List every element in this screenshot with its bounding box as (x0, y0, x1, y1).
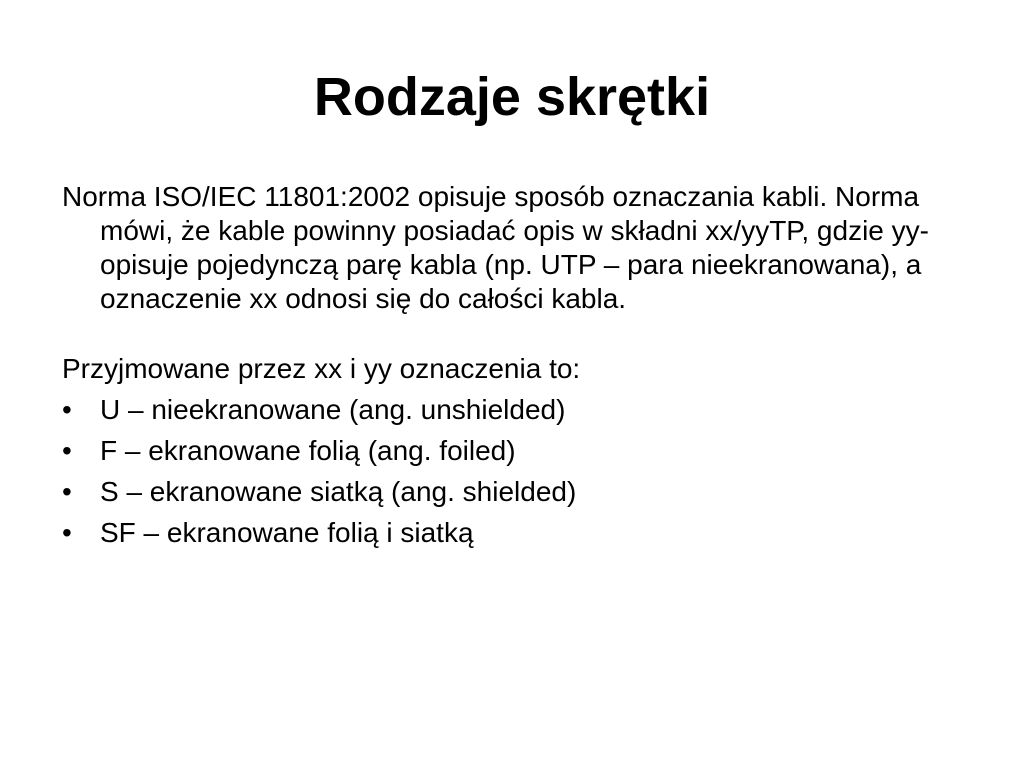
designation-list (62, 393, 962, 550)
list-item (62, 516, 962, 550)
list-item (62, 393, 962, 427)
list-item (62, 475, 962, 509)
bullet-icon: • (62, 517, 72, 548)
slide-title: Rodzaje skrętki (313, 67, 711, 127)
bullet-icon: • (62, 394, 72, 425)
bullet-icon: • (62, 476, 72, 507)
bullet-icon: • (62, 435, 72, 466)
list-item-text: F – ekranowane folią (ang. foiled) (100, 435, 516, 466)
paragraph-designations-intro: Przyjmowane przez xx i yy oznaczenia to: (62, 353, 581, 384)
list-item-text: U – nieekranowane (ang. unshielded) (100, 394, 566, 425)
slide-body (62, 180, 962, 550)
paragraph-standard-description: Norma ISO/IEC 11801:2002 opisuje sposób oznaczania kabli. Norma mówi, że kable powinny posiadać opis w składni xx/yyTP, gdzie yy-opisuje pojedynczą parę kabla (np. UTP – para nieekranowana), a oznaczenie xx odnosi się do całości kabla. (62, 181, 929, 314)
list-item (62, 434, 962, 468)
list-item-text: SF – ekranowane folią i siatką (100, 517, 474, 548)
list-item-text: S – ekranowane siatką (ang. shielded) (100, 476, 577, 507)
